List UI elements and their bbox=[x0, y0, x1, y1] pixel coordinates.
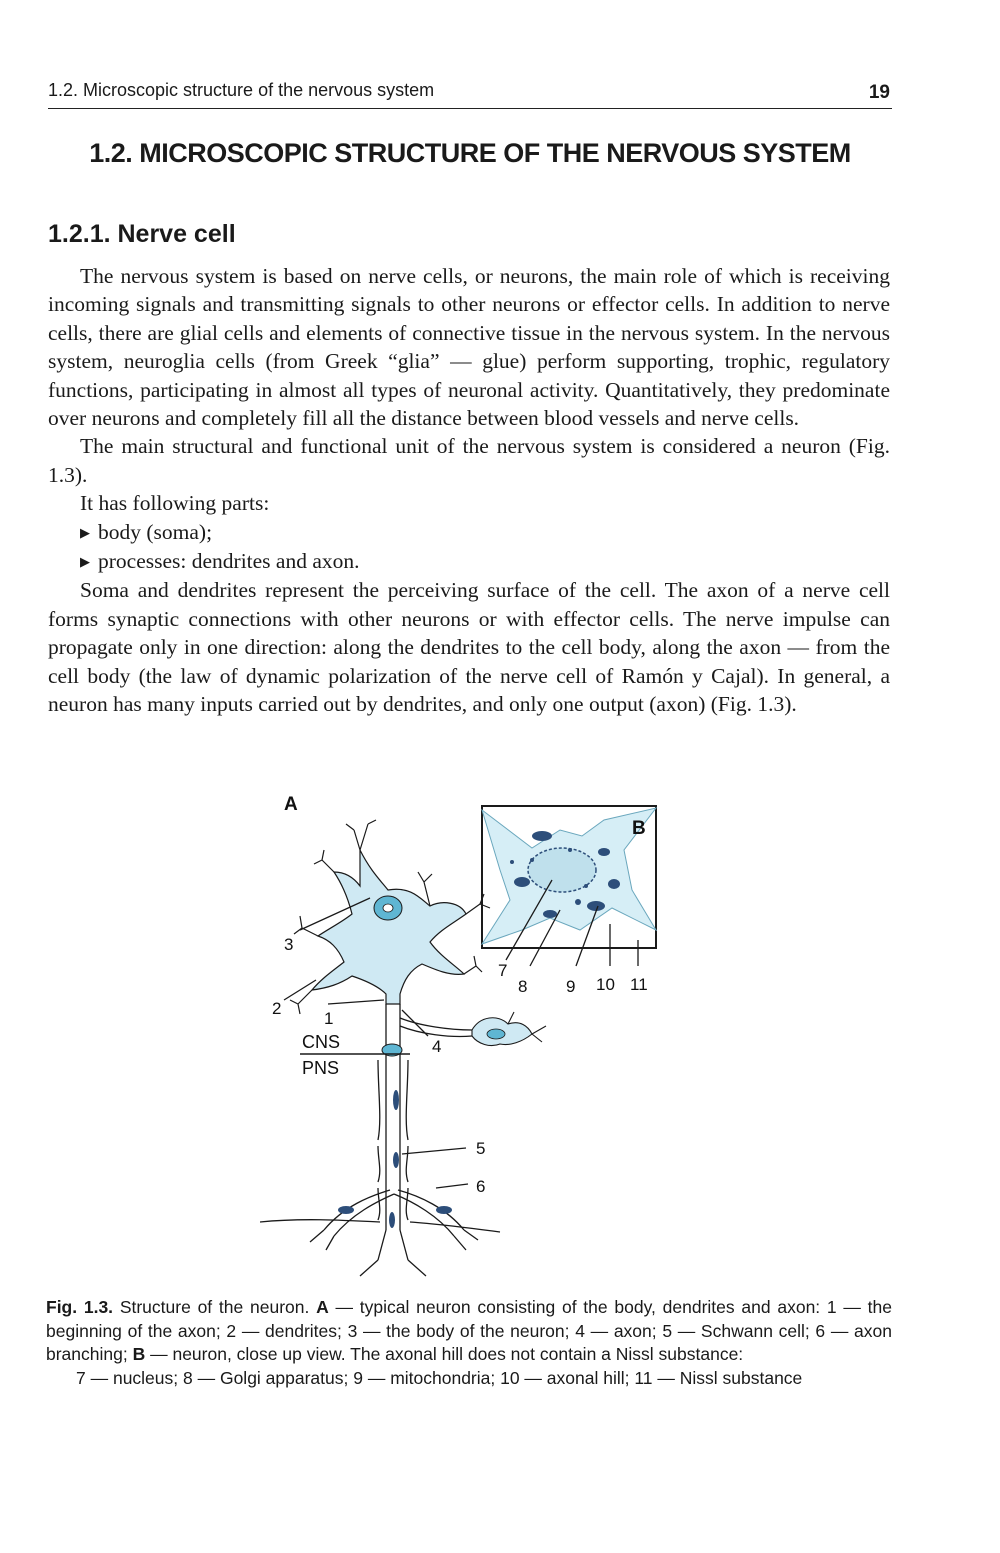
paragraph-structural-unit: The main structural and functional unit of the nervous system is considered a neuron (Fig. 1.3). bbox=[48, 434, 890, 487]
schwann-nucleus bbox=[393, 1152, 399, 1168]
caption-b-label: B bbox=[132, 1344, 146, 1364]
neuron-figure bbox=[260, 790, 680, 1290]
terminal-schwann-nucleus bbox=[338, 1206, 354, 1214]
list-item-text: processes: dendrites and axon. bbox=[98, 549, 360, 574]
figure-caption bbox=[46, 1296, 892, 1390]
caption-last-line: 7 — nucleus; 8 — Golgi apparatus; 9 — mitochondria; 10 — axonal hill; 11 — Nissl substance bbox=[76, 1367, 803, 1388]
axon bbox=[378, 1004, 472, 1230]
paragraph-parts-intro: It has following parts: bbox=[80, 491, 270, 516]
label-2: 2 bbox=[272, 999, 282, 1018]
label-10: 10 bbox=[596, 975, 615, 994]
axon-terminals bbox=[260, 1190, 500, 1276]
label-7: 7 bbox=[498, 961, 508, 980]
caption-text-2: — typical neuron consisting of the body, dendrites and axon: 1 — the beginning of the axon; 2 — dendrites; 3 — the body of the neuron; 4 — axon; 5 — Schwann cell; 6 — axon branching; bbox=[46, 1297, 892, 1364]
paragraph-soma-dendrites: Soma and dendrites represent the perceiving surface of the cell. The axon of a nerve cell forms synaptic connections with other neurons or with effector cells. The nerve impulse can propagate only in one direction: along the dendrites to the cell body, along the axon — from the cell body (the law of dynamic polarization of the nerve cell of Ramón y Cajal). In general, a neuron has many inputs carried out by dendrites, and only one output (axon) (Fig. 1.3). bbox=[48, 578, 890, 717]
leader-5 bbox=[402, 1148, 466, 1154]
list-item bbox=[48, 547, 890, 576]
bullet-icon: ▶ bbox=[80, 554, 90, 570]
parts-list bbox=[48, 518, 890, 577]
page-number: 19 bbox=[868, 82, 890, 103]
leader-1 bbox=[328, 1000, 384, 1004]
label-3: 3 bbox=[284, 935, 294, 954]
leader-6 bbox=[436, 1184, 468, 1188]
label-4: 4 bbox=[432, 1037, 442, 1056]
panel-b-label: B bbox=[632, 818, 646, 839]
label-5: 5 bbox=[476, 1139, 486, 1158]
paragraph-neurons-intro: The nervous system is based on nerve cells, or neurons, the main role of which is receiving incoming signals and transmitting signals to other neurons or effector cells. In addition to nerve cells, there are glial cells and elements of connective tissue in the nervous system. In the nervous system, neuroglia cells (from Greek “glia” — glue) perform supporting, trophic, regulatory functions, participating in almost all types of neuronal activity. Quantitatively, they predominate over neurons and completely fill all the distance between blood vessels and nerve cells. bbox=[48, 264, 890, 431]
schwann-nucleus bbox=[393, 1090, 399, 1110]
label-8: 8 bbox=[518, 977, 528, 996]
running-header bbox=[48, 80, 892, 109]
neuron-illustration bbox=[260, 790, 680, 1290]
list-item bbox=[48, 518, 890, 547]
bullet-icon: ▶ bbox=[80, 524, 90, 540]
subsection-title: 1.2.1. Nerve cell bbox=[48, 220, 236, 248]
list-item-text: body (soma); bbox=[98, 519, 213, 544]
caption-text-1: Structure of the neuron. bbox=[113, 1297, 317, 1317]
label-9: 9 bbox=[566, 977, 576, 996]
neuron-body bbox=[312, 850, 466, 1004]
caption-text-3: — neuron, close up view. The axonal hill does not contain a Nissl substance: bbox=[145, 1344, 744, 1364]
terminal-schwann-nucleus bbox=[436, 1206, 452, 1214]
running-title: 1.2. Microscopic structure of the nervous system bbox=[48, 80, 435, 100]
panel-a-label: A bbox=[284, 794, 298, 815]
body-text bbox=[48, 262, 890, 719]
pns-label: PNS bbox=[302, 1058, 340, 1078]
leader-4 bbox=[402, 1010, 428, 1036]
label-1: 1 bbox=[324, 1009, 334, 1028]
label-6: 6 bbox=[476, 1177, 486, 1196]
terminal-schwann-nucleus bbox=[389, 1212, 395, 1228]
section-title: 1.2. MICROSCOPIC STRUCTURE OF THE NERVOUS SYSTEM bbox=[89, 138, 851, 168]
label-11: 11 bbox=[630, 975, 648, 994]
caption-label: Fig. 1.3. bbox=[46, 1297, 114, 1317]
cns-label: CNS bbox=[302, 1032, 341, 1052]
target-neuron bbox=[472, 1012, 546, 1046]
caption-a-label: A bbox=[316, 1297, 329, 1317]
